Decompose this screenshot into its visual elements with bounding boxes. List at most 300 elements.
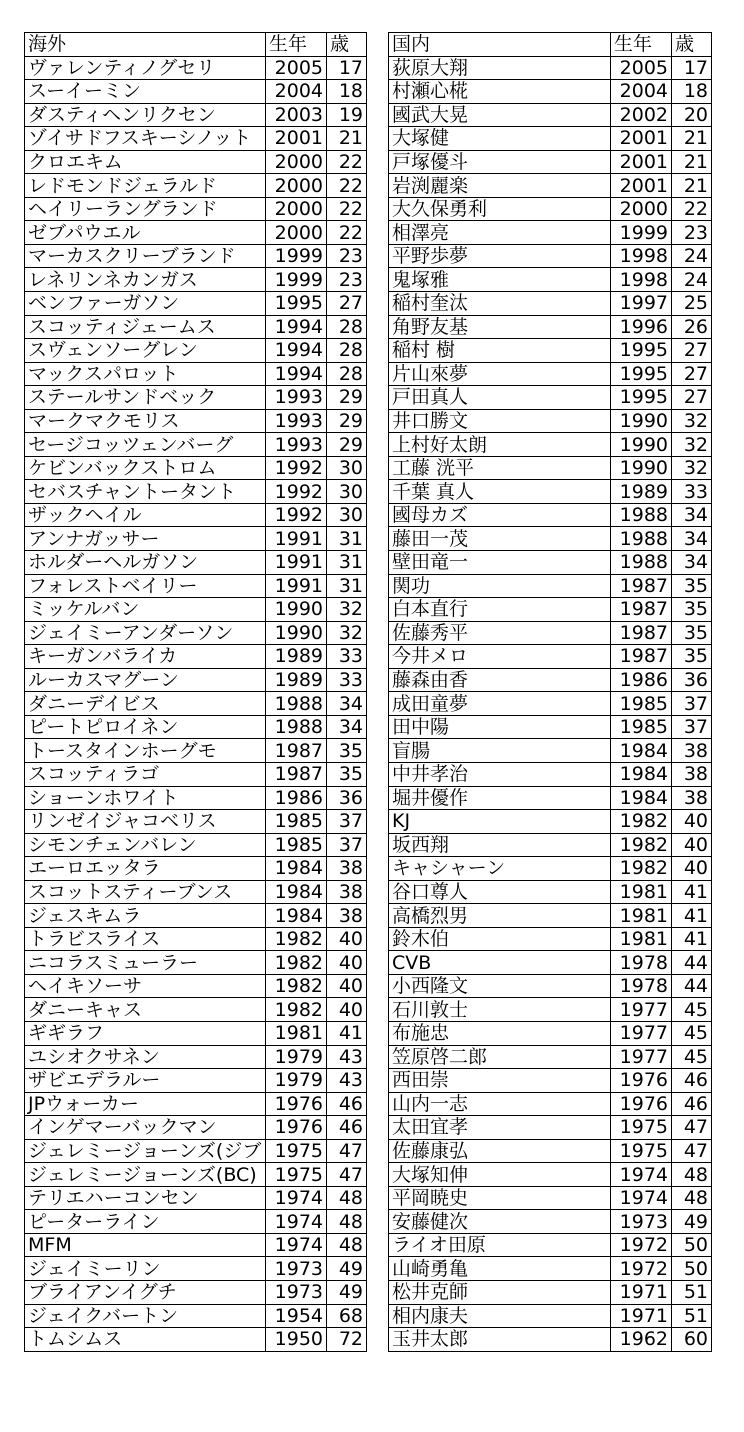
- overseas-header-age: 歳: [327, 33, 367, 57]
- name-cell: 平野歩夢: [389, 244, 611, 268]
- birth-year-cell: 1988: [611, 503, 672, 527]
- birth-year-cell: 1976: [611, 1092, 672, 1116]
- table-row: [25, 1328, 367, 1352]
- age-cell: 20: [672, 103, 712, 127]
- name-cell: 藤森由香: [389, 668, 611, 692]
- name-cell: 上村好太朗: [389, 433, 611, 457]
- table-row: [389, 998, 712, 1022]
- table-row: [25, 197, 367, 221]
- name-cell: JPウォーカー: [25, 1092, 266, 1116]
- name-cell: 角野友基: [389, 315, 611, 339]
- table-row: [25, 574, 367, 598]
- age-cell: 30: [327, 503, 367, 527]
- name-cell: キーガンバライカ: [25, 645, 266, 669]
- age-cell: 46: [672, 1069, 712, 1093]
- name-cell: 堀井優作: [389, 786, 611, 810]
- birth-year-cell: 2000: [611, 197, 672, 221]
- age-cell: 23: [672, 221, 712, 245]
- age-cell: 41: [672, 904, 712, 928]
- table-row: [25, 645, 367, 669]
- birth-year-cell: 1993: [266, 433, 327, 457]
- birth-year-cell: 1977: [611, 1045, 672, 1069]
- name-cell: ステールサンドベック: [25, 386, 266, 410]
- age-cell: 48: [327, 1186, 367, 1210]
- table-row: [389, 221, 712, 245]
- age-cell: 28: [327, 339, 367, 363]
- age-cell: 35: [672, 621, 712, 645]
- name-cell: 片山來夢: [389, 362, 611, 386]
- birth-year-cell: 1989: [266, 645, 327, 669]
- birth-year-cell: 1989: [611, 480, 672, 504]
- age-cell: 22: [672, 197, 712, 221]
- name-cell: 高橋烈男: [389, 904, 611, 928]
- name-cell: 盲腸: [389, 739, 611, 763]
- age-cell: 51: [672, 1280, 712, 1304]
- name-cell: 谷口尊人: [389, 880, 611, 904]
- birth-year-cell: 1976: [266, 1116, 327, 1140]
- table-row: [389, 527, 712, 551]
- age-cell: 41: [672, 927, 712, 951]
- table-row: [389, 268, 712, 292]
- age-cell: 47: [327, 1163, 367, 1187]
- table-row: [25, 927, 367, 951]
- table-row: [25, 1069, 367, 1093]
- table-row: [25, 56, 367, 80]
- name-cell: ジェイクバートン: [25, 1304, 266, 1328]
- name-cell: ダスティヘンリクセン: [25, 103, 266, 127]
- age-cell: 51: [672, 1304, 712, 1328]
- table-row: [389, 833, 712, 857]
- name-cell: 坂西翔: [389, 833, 611, 857]
- birth-year-cell: 1990: [266, 598, 327, 622]
- domestic-header-year: 生年: [611, 33, 672, 57]
- table-row: [389, 56, 712, 80]
- age-cell: 49: [672, 1210, 712, 1234]
- table-row: [25, 833, 367, 857]
- age-cell: 23: [327, 268, 367, 292]
- table-row: [25, 786, 367, 810]
- table-row: [389, 1280, 712, 1304]
- age-cell: 45: [672, 998, 712, 1022]
- name-cell: マックスパロット: [25, 362, 266, 386]
- age-cell: 27: [327, 292, 367, 316]
- table-row: [389, 927, 712, 951]
- age-cell: 25: [672, 292, 712, 316]
- age-cell: 68: [327, 1304, 367, 1328]
- name-cell: 鬼塚雅: [389, 268, 611, 292]
- table-row: [389, 786, 712, 810]
- table-row: [389, 1186, 712, 1210]
- birth-year-cell: 1994: [266, 362, 327, 386]
- age-cell: 24: [672, 244, 712, 268]
- age-cell: 22: [327, 197, 367, 221]
- table-row: [389, 292, 712, 316]
- birth-year-cell: 1981: [266, 1021, 327, 1045]
- name-cell: 工藤 洸平: [389, 456, 611, 480]
- table-row: [25, 1233, 367, 1257]
- name-cell: 稲村奎汰: [389, 292, 611, 316]
- age-cell: 35: [672, 598, 712, 622]
- birth-year-cell: 1998: [611, 268, 672, 292]
- age-cell: 18: [672, 80, 712, 104]
- table-row: [389, 574, 712, 598]
- name-cell: 戸塚優斗: [389, 150, 611, 174]
- name-cell: 鈴木伯: [389, 927, 611, 951]
- birth-year-cell: 1978: [611, 951, 672, 975]
- table-row: [389, 598, 712, 622]
- birth-year-cell: 1988: [611, 551, 672, 575]
- age-cell: 35: [327, 739, 367, 763]
- age-cell: 38: [672, 739, 712, 763]
- name-cell: ピーターライン: [25, 1210, 266, 1234]
- age-cell: 45: [672, 1021, 712, 1045]
- age-cell: 23: [327, 244, 367, 268]
- name-cell: ザックヘイル: [25, 503, 266, 527]
- table-row: [389, 880, 712, 904]
- table-row: [25, 362, 367, 386]
- birth-year-cell: 1985: [266, 810, 327, 834]
- age-cell: 50: [672, 1257, 712, 1281]
- age-cell: 41: [672, 880, 712, 904]
- birth-year-cell: 1985: [266, 833, 327, 857]
- age-cell: 24: [672, 268, 712, 292]
- table-row: [389, 621, 712, 645]
- age-cell: 48: [672, 1186, 712, 1210]
- birth-year-cell: 1995: [611, 386, 672, 410]
- table-row: [389, 1257, 712, 1281]
- table-row: [25, 810, 367, 834]
- birth-year-cell: 1971: [611, 1304, 672, 1328]
- age-cell: 27: [672, 339, 712, 363]
- table-row: [25, 551, 367, 575]
- name-cell: トースタインホーグモ: [25, 739, 266, 763]
- table-row: [25, 174, 367, 198]
- table-row: [25, 339, 367, 363]
- birth-year-cell: 1990: [611, 409, 672, 433]
- age-cell: 29: [327, 409, 367, 433]
- name-cell: ギギラフ: [25, 1021, 266, 1045]
- table-row: [25, 315, 367, 339]
- birth-year-cell: 1982: [611, 833, 672, 857]
- table-row: [25, 1116, 367, 1140]
- age-cell: 34: [672, 503, 712, 527]
- name-cell: ニコラスミューラー: [25, 951, 266, 975]
- name-cell: 村瀬心椛: [389, 80, 611, 104]
- age-cell: 47: [672, 1116, 712, 1140]
- table-row: [389, 315, 712, 339]
- name-cell: ゼブパウエル: [25, 221, 266, 245]
- name-cell: ヘイリーラングランド: [25, 197, 266, 221]
- name-cell: 玉井太郎: [389, 1328, 611, 1352]
- name-cell: ジェレミージョーンズ(ジブ: [25, 1139, 266, 1163]
- birth-year-cell: 1988: [266, 715, 327, 739]
- name-cell: 白本直行: [389, 598, 611, 622]
- age-cell: 31: [327, 574, 367, 598]
- age-cell: 29: [327, 433, 367, 457]
- age-cell: 31: [327, 527, 367, 551]
- name-cell: 今井メロ: [389, 645, 611, 669]
- domestic-header-row: [389, 33, 712, 57]
- age-cell: 44: [672, 974, 712, 998]
- age-cell: 37: [327, 833, 367, 857]
- age-cell: 43: [327, 1045, 367, 1069]
- birth-year-cell: 1984: [266, 880, 327, 904]
- table-row: [389, 174, 712, 198]
- birth-year-cell: 1991: [266, 527, 327, 551]
- age-cell: 38: [672, 786, 712, 810]
- age-cell: 32: [327, 598, 367, 622]
- birth-year-cell: 2005: [611, 56, 672, 80]
- birth-year-cell: 1981: [611, 880, 672, 904]
- table-row: [25, 668, 367, 692]
- age-cell: 32: [672, 456, 712, 480]
- table-row: [389, 762, 712, 786]
- table-row: [389, 433, 712, 457]
- birth-year-cell: 1991: [266, 551, 327, 575]
- age-cell: 40: [672, 857, 712, 881]
- age-cell: 38: [327, 857, 367, 881]
- table-row: [389, 739, 712, 763]
- table-row: [25, 1280, 367, 1304]
- table-row: [389, 1092, 712, 1116]
- name-cell: 井口勝文: [389, 409, 611, 433]
- table-row: [389, 150, 712, 174]
- age-cell: 21: [672, 150, 712, 174]
- age-cell: 37: [672, 715, 712, 739]
- age-cell: 41: [327, 1021, 367, 1045]
- table-row: [25, 904, 367, 928]
- birth-year-cell: 1979: [266, 1045, 327, 1069]
- table-row: [25, 1210, 367, 1234]
- age-cell: 35: [672, 574, 712, 598]
- birth-year-cell: 1981: [611, 904, 672, 928]
- table-row: [25, 503, 367, 527]
- name-cell: 相澤亮: [389, 221, 611, 245]
- birth-year-cell: 2000: [266, 174, 327, 198]
- name-cell: ルーカスマグーン: [25, 668, 266, 692]
- name-cell: 小西隆文: [389, 974, 611, 998]
- age-cell: 34: [672, 551, 712, 575]
- birth-year-cell: 1989: [266, 668, 327, 692]
- name-cell: 石川敦士: [389, 998, 611, 1022]
- name-cell: レドモンドジェラルド: [25, 174, 266, 198]
- age-cell: 46: [672, 1092, 712, 1116]
- table-row: [25, 598, 367, 622]
- name-cell: ヘイキソーサ: [25, 974, 266, 998]
- birth-year-cell: 1982: [266, 951, 327, 975]
- age-cell: 21: [327, 127, 367, 151]
- birth-year-cell: 1972: [611, 1233, 672, 1257]
- birth-year-cell: 1973: [266, 1280, 327, 1304]
- table-row: [25, 80, 367, 104]
- birth-year-cell: 2004: [266, 80, 327, 104]
- table-row: [389, 386, 712, 410]
- overseas-table: [24, 32, 367, 1352]
- birth-year-cell: 1976: [611, 1069, 672, 1093]
- age-cell: 31: [327, 551, 367, 575]
- table-row: [389, 1139, 712, 1163]
- age-cell: 34: [327, 715, 367, 739]
- age-cell: 38: [327, 880, 367, 904]
- age-cell: 17: [672, 56, 712, 80]
- age-cell: 37: [327, 810, 367, 834]
- birth-year-cell: 1987: [611, 574, 672, 598]
- birth-year-cell: 1975: [611, 1139, 672, 1163]
- name-cell: ジェイミーリン: [25, 1257, 266, 1281]
- name-cell: 成田童夢: [389, 692, 611, 716]
- birth-year-cell: 1990: [266, 621, 327, 645]
- name-cell: レネリンネカンガス: [25, 268, 266, 292]
- name-cell: 中井孝治: [389, 762, 611, 786]
- age-cell: 28: [327, 362, 367, 386]
- table-row: [389, 668, 712, 692]
- name-cell: MFM: [25, 1233, 266, 1257]
- age-cell: 17: [327, 56, 367, 80]
- age-cell: 60: [672, 1328, 712, 1352]
- birth-year-cell: 1979: [266, 1069, 327, 1093]
- name-cell: ザビエデラルー: [25, 1069, 266, 1093]
- name-cell: KJ: [389, 810, 611, 834]
- birth-year-cell: 2005: [266, 56, 327, 80]
- age-cell: 46: [327, 1092, 367, 1116]
- overseas-header-row: [25, 33, 367, 57]
- age-cell: 40: [327, 998, 367, 1022]
- name-cell: セバスチャントータント: [25, 480, 266, 504]
- birth-year-cell: 2000: [266, 197, 327, 221]
- age-cell: 37: [672, 692, 712, 716]
- age-cell: 48: [327, 1210, 367, 1234]
- table-row: [25, 762, 367, 786]
- age-cell: 47: [672, 1139, 712, 1163]
- age-cell: 32: [672, 433, 712, 457]
- table-row: [389, 1233, 712, 1257]
- table-row: [389, 974, 712, 998]
- birth-year-cell: 1991: [266, 574, 327, 598]
- age-cell: 21: [672, 174, 712, 198]
- birth-year-cell: 1995: [611, 362, 672, 386]
- age-cell: 29: [327, 386, 367, 410]
- table-row: [389, 1116, 712, 1140]
- name-cell: スコッティラゴ: [25, 762, 266, 786]
- age-cell: 19: [327, 103, 367, 127]
- age-cell: 35: [327, 762, 367, 786]
- table-row: [25, 433, 367, 457]
- table-row: [389, 1045, 712, 1069]
- birth-year-cell: 2001: [611, 127, 672, 151]
- table-row: [389, 80, 712, 104]
- name-cell: 西田崇: [389, 1069, 611, 1093]
- name-cell: マークマクモリス: [25, 409, 266, 433]
- birth-year-cell: 1982: [611, 857, 672, 881]
- age-cell: 22: [327, 221, 367, 245]
- birth-year-cell: 1987: [611, 645, 672, 669]
- table-row: [25, 127, 367, 151]
- name-cell: 佐藤秀平: [389, 621, 611, 645]
- birth-year-cell: 1998: [611, 244, 672, 268]
- birth-year-cell: 1992: [266, 503, 327, 527]
- name-cell: 壁田竜一: [389, 551, 611, 575]
- table-row: [389, 715, 712, 739]
- table-row: [389, 480, 712, 504]
- table-row: [25, 739, 367, 763]
- birth-year-cell: 1974: [611, 1163, 672, 1187]
- table-row: [389, 857, 712, 881]
- name-cell: マーカスクリーブランド: [25, 244, 266, 268]
- birth-year-cell: 1996: [611, 315, 672, 339]
- birth-year-cell: 1977: [611, 998, 672, 1022]
- name-cell: 笠原啓二郎: [389, 1045, 611, 1069]
- birth-year-cell: 1987: [611, 598, 672, 622]
- age-cell: 22: [327, 150, 367, 174]
- name-cell: 山内一志: [389, 1092, 611, 1116]
- age-cell: 27: [672, 386, 712, 410]
- name-cell: 藤田一茂: [389, 527, 611, 551]
- birth-year-cell: 1994: [266, 339, 327, 363]
- age-cell: 49: [327, 1257, 367, 1281]
- name-cell: ゾイサドフスキーシノット: [25, 127, 266, 151]
- birth-year-cell: 1974: [266, 1233, 327, 1257]
- birth-year-cell: 1987: [266, 739, 327, 763]
- birth-year-cell: 2001: [266, 127, 327, 151]
- table-row: [25, 292, 367, 316]
- birth-year-cell: 1974: [266, 1210, 327, 1234]
- birth-year-cell: 1984: [611, 786, 672, 810]
- table-row: [389, 197, 712, 221]
- age-cell: 38: [327, 904, 367, 928]
- birth-year-cell: 2002: [611, 103, 672, 127]
- birth-year-cell: 1987: [266, 762, 327, 786]
- birth-year-cell: 1976: [266, 1092, 327, 1116]
- table-row: [25, 1045, 367, 1069]
- name-cell: 佐藤康弘: [389, 1139, 611, 1163]
- birth-year-cell: 1993: [266, 409, 327, 433]
- table-row: [25, 1139, 367, 1163]
- table-row: [25, 880, 367, 904]
- birth-year-cell: 1984: [611, 739, 672, 763]
- table-row: [25, 951, 367, 975]
- table-row: [389, 339, 712, 363]
- name-cell: ジェイミーアンダーソン: [25, 621, 266, 645]
- table-row: [25, 1304, 367, 1328]
- table-row: [25, 244, 367, 268]
- table-row: [25, 715, 367, 739]
- age-cell: 44: [672, 951, 712, 975]
- table-row: [389, 904, 712, 928]
- birth-year-cell: 1985: [611, 692, 672, 716]
- table-row: [25, 527, 367, 551]
- birth-year-cell: 1978: [611, 974, 672, 998]
- birth-year-cell: 1984: [611, 762, 672, 786]
- birth-year-cell: 1975: [266, 1163, 327, 1187]
- age-cell: 34: [672, 527, 712, 551]
- table-row: [389, 456, 712, 480]
- name-cell: ヴァレンティノグセリ: [25, 56, 266, 80]
- birth-year-cell: 2003: [266, 103, 327, 127]
- table-row: [25, 221, 367, 245]
- table-row: [25, 974, 367, 998]
- age-cell: 47: [327, 1139, 367, 1163]
- age-cell: 26: [672, 315, 712, 339]
- age-cell: 30: [327, 456, 367, 480]
- name-cell: 大塚知伸: [389, 1163, 611, 1187]
- age-cell: 32: [672, 409, 712, 433]
- birth-year-cell: 1990: [611, 433, 672, 457]
- age-cell: 33: [327, 645, 367, 669]
- table-row: [25, 409, 367, 433]
- table-row: [389, 810, 712, 834]
- birth-year-cell: 1972: [611, 1257, 672, 1281]
- age-cell: 49: [327, 1280, 367, 1304]
